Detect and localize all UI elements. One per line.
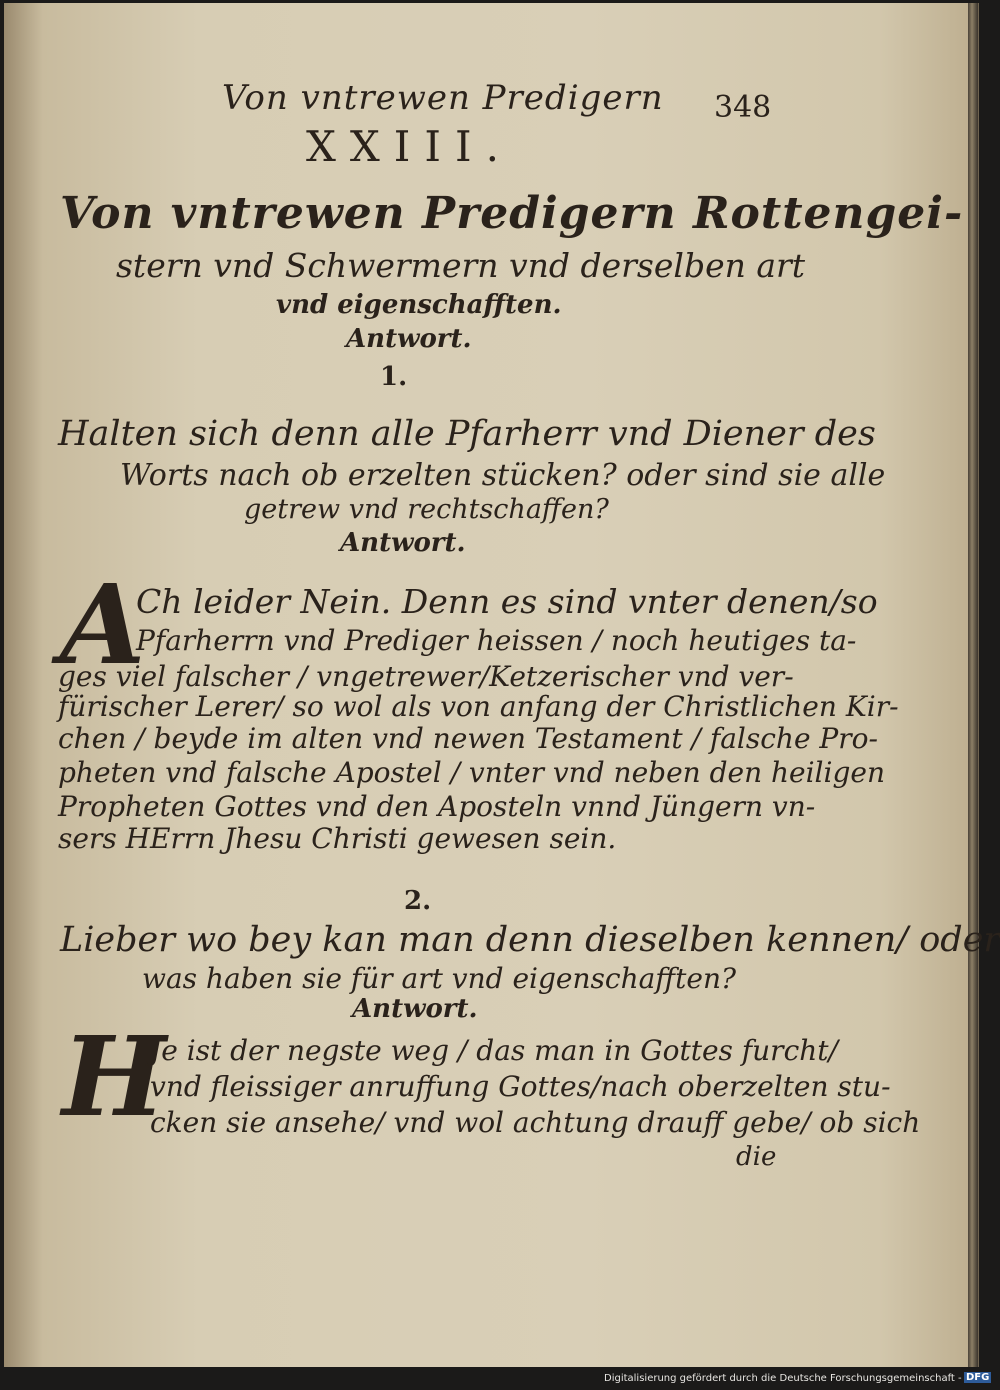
answer-line: Ch leider Nein. Denn es sind vnter denen/so (136, 582, 878, 621)
chapter-number: XXIII. (306, 122, 513, 171)
dfg-logo[interactable]: DFG (966, 1372, 990, 1383)
drop-cap: H (62, 1012, 166, 1141)
answer-line: chen / beyde im alten vnd newen Testament / falsche Pro- (58, 722, 878, 755)
answer-line: Pfarherrn vnd Prediger heissen / noch heutiges ta- (136, 624, 857, 657)
answer-label: Antwort. (340, 528, 466, 558)
answer-line: Je ist der negste weg / das man in Gottes furcht/ (150, 1034, 838, 1067)
running-title: Von vntrewen Predigern (222, 78, 664, 118)
page-number: 348 (714, 90, 772, 125)
chapter-title-line: stern vnd Schwermern vnd derselben art (116, 246, 806, 285)
question-line: Halten sich denn alle Pfarherr vnd Diener des (58, 414, 876, 454)
chapter-title-line: vnd eigenschafften. (276, 290, 562, 320)
answer-line: vnd fleissiger anruffung Gottes/nach oberzelten stu- (150, 1070, 891, 1103)
chapter-title-line: Von vntrewen Predigern Rottengei- (60, 188, 964, 239)
answer-label: Antwort. (346, 324, 472, 354)
question-number: 2. (404, 886, 432, 916)
answer-line: cken sie ansehe/ vnd wol achtung drauff gebe/ ob sich (150, 1106, 921, 1139)
question-line: was haben sie für art vnd eigenschafften? (142, 962, 737, 995)
page-edge (968, 3, 978, 1367)
footer-credit: Digitalisierung gefördert durch die Deutsche Forschungsgemeinschaft - (604, 1373, 962, 1384)
answer-line: sers HErrn Jhesu Christi gewesen sein. (58, 822, 617, 855)
answer-line: ges viel falscher / vngetrewer/Ketzerischer vnd ver- (58, 660, 794, 693)
question-number: 1. (380, 362, 408, 392)
answer-line: pheten vnd falsche Apostel / vnter vnd neben den heiligen (58, 756, 885, 789)
answer-line: fürischer Lerer/ so wol als von anfang der Christlichen Kir- (58, 690, 899, 723)
answer-line: Propheten Gottes vnd den Aposteln vnnd Jüngern vn- (58, 790, 816, 823)
question-line: Lieber wo bey kan man denn dieselben kennen/ oder (60, 920, 1000, 960)
drop-cap: A (60, 560, 146, 689)
question-line: Worts nach ob erzelten stücken? oder sind sie alle (120, 458, 886, 493)
answer-label: Antwort. (352, 994, 478, 1024)
question-line: getrew vnd rechtschaffen? (244, 494, 609, 525)
catchword: die (736, 1142, 777, 1172)
